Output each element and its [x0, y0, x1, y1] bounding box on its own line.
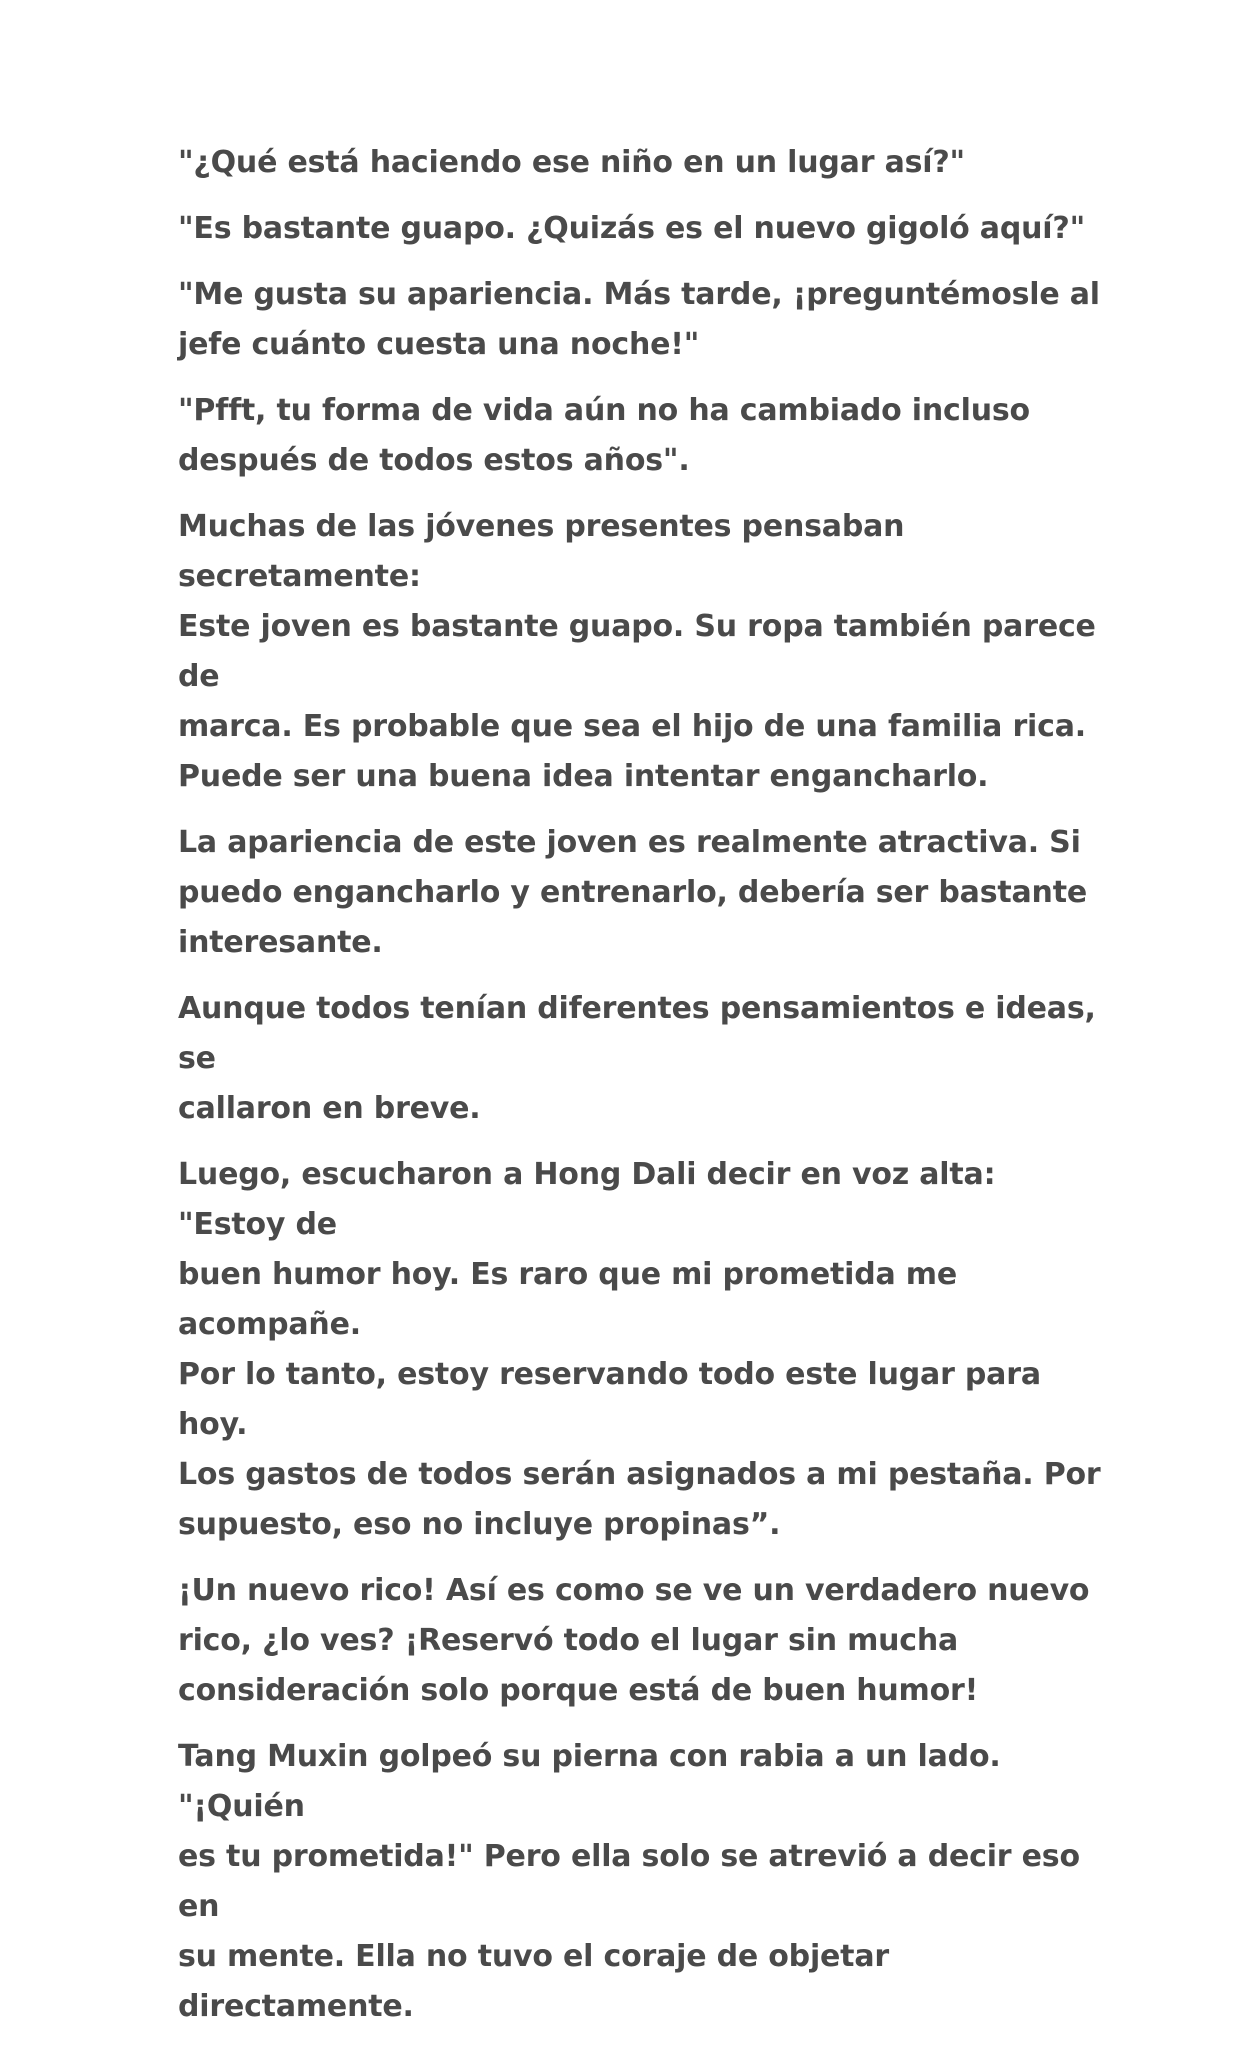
paragraph-4: "Pfft, tu forma de vida aún no ha cambiado incluso después de todos estos años". [178, 393, 1030, 478]
paragraph-6: La apariencia de este joven es realmente atractiva. Si puedo engancharlo y entrenarlo, debería ser bastante interesante. [178, 825, 1087, 960]
paragraph-5: Muchas de las jóvenes presentes pensaban secretamente: Este joven es bastante guapo. Su ropa también parece de marca. Es probable que sea el hijo de una familia rica. Puede ser una buena idea intentar engancharlo. [178, 509, 1096, 794]
body-text [178, 138, 1108, 2048]
paragraph-9: ¡Un nuevo rico! Así es como se ve un verdadero nuevo rico, ¿lo ves? ¡Reservó todo el lugar sin mucha consideración solo porque está de buen humor! [178, 1573, 1090, 1708]
paragraph-10: Tang Muxin golpeó su pierna con rabia a un lado. "¡Quién es tu prometida!" Pero ella solo se atrevió a decir eso en su mente. Ella no tuvo el coraje de objetar directamente. [178, 1739, 1080, 2024]
paragraph-3: "Me gusta su apariencia. Más tarde, ¡preguntémosle al jefe cuánto cuesta una noche!" [178, 277, 1100, 362]
paragraph-2: "Es bastante guapo. ¿Quizás es el nuevo gigoló aquí?" [178, 211, 1085, 246]
paragraph-1: "¿Qué está haciendo ese niño en un lugar así?" [178, 145, 965, 180]
paragraph-8: Luego, escucharon a Hong Dali decir en voz alta: "Estoy de buen humor hoy. Es raro que mi prometida me acompañe. Por lo tanto, estoy reservando todo este lugar para hoy. Los gastos de todos serán asignados a mi pestaña. Por supuesto, eso no incluye propinas”. [178, 1157, 1101, 1542]
paragraph-7: Aunque todos tenían diferentes pensamientos e ideas, se callaron en breve. [178, 991, 1096, 1126]
